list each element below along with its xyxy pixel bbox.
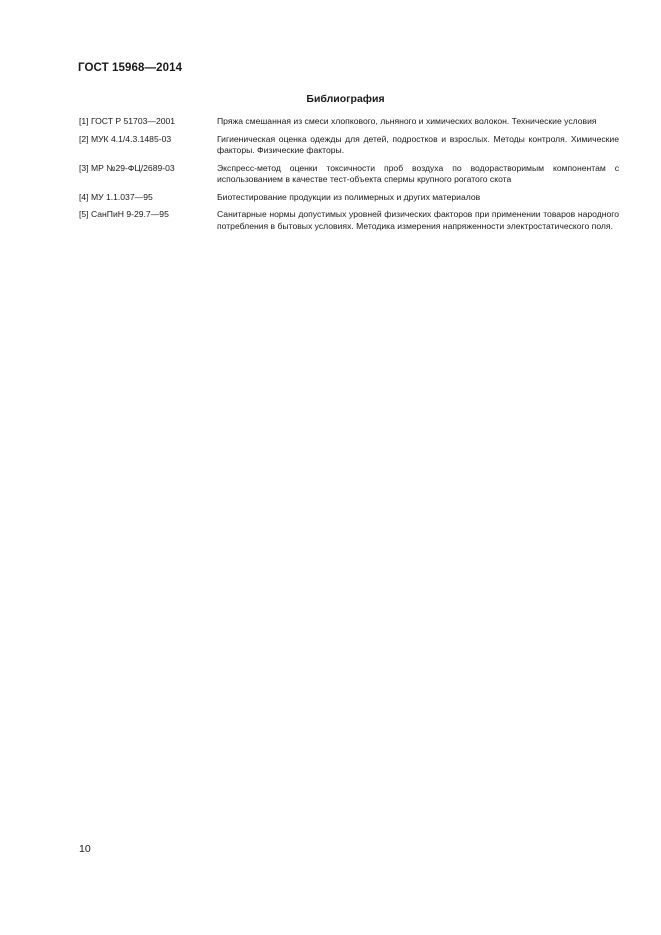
bibliography-description: Гигиеническая оценка одежды для детей, подростков и взрослых. Методы контроля. Химические факторы. Физические факторы. [217, 133, 619, 155]
page-number: 10 [79, 843, 91, 855]
bibliography-description: Санитарные нормы допустимых уровней физических факторов при применении товаров народного потребления в бытовых условиях. Методика измерения напряженности электростатического поля. [217, 209, 619, 231]
bibliography-entry [79, 192, 619, 204]
bibliography-description: Пряжа смешанная из смеси хлопкового, льняного и химических волокон. Технические условия [217, 116, 597, 126]
bibliography-entry [79, 163, 619, 186]
bibliography-ref: [4] МУ 1.1.037—95 [79, 191, 153, 202]
bibliography-ref: [2] МУК 4.1/4.3.1485-03 [79, 133, 172, 144]
bibliography-description: Экспресс-метод оценки токсичности проб воздуха по водорастворимым компонентам с использованием в качестве тест-объекта спермы крупного рогатого скота [217, 162, 619, 184]
bibliography-entry [79, 134, 619, 157]
bibliography-list [79, 116, 619, 238]
bibliography-description: Биотестирование продукции из полимерных и других материалов [217, 191, 481, 202]
bibliography-ref: [3] МР №29-ФЦ/2689-03 [79, 162, 175, 173]
bibliography-entry [79, 116, 619, 128]
section-title: Библиография [306, 93, 385, 105]
bibliography-entry [79, 209, 619, 232]
document-code-header: ГОСТ 15968—2014 [78, 62, 183, 74]
bibliography-ref: [1] ГОСТ Р 51703—2001 [79, 116, 176, 126]
bibliography-ref: [5] СанПиН 9-29.7—95 [79, 209, 169, 219]
